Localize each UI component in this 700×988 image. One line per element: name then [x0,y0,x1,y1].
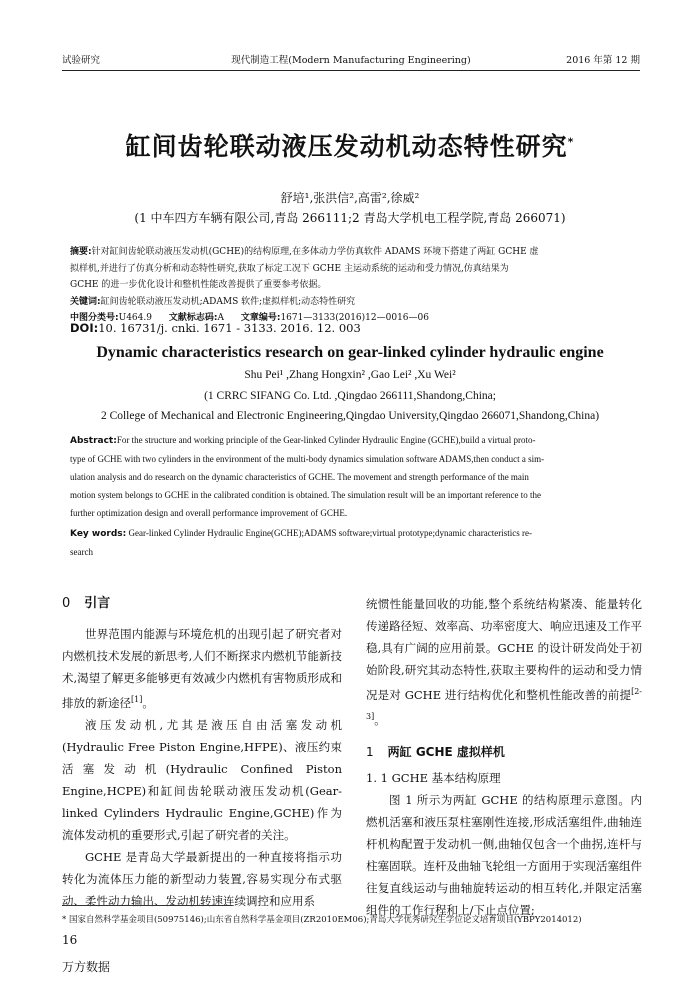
paragraph-end: 。 [142,695,154,710]
abstract-en-line: ulation analysis and do research on the dynamic characteristics of GCHE. The movement and strength performance of the main [70,472,529,482]
abstract-cn-label: 摘要: [70,247,92,257]
abstract-en [70,431,636,561]
article-id-value: 1671—3133(2016)12—0016—06 [280,313,429,323]
abstract-en-label: Abstract: [70,436,117,446]
abstract-en-line: motion system belongs to GCHE in the calibrated condition is obtained. The simulation result will be an important reference to the [70,490,541,500]
article-id-label: 文章编号: [240,313,281,323]
abstract-cn-line: 拟样机,并进行了仿真分析和动态特性研究,获取了标定工况下 GCHE 主运动系统的运动和受力情况,仿真结果为 [70,263,509,274]
keywords-en-label: Key words: [70,529,127,539]
footnote-rule [62,905,232,906]
section-title: 两缸 GCHE 虚拟样机 [387,744,505,759]
abstract-cn [70,244,636,327]
header-rule [62,70,640,71]
paragraph [62,623,342,714]
paragraph: GCHE 是青岛大学最新提出的一种直接将指示功转化为流体压力能的新型动力装置,容易实现分布式驱动、柔性动力输出、发动机转速连续调控和应用系 [62,849,342,908]
wanfang-watermark: 万方数据 [62,960,111,974]
subsection-heading: 1. 1 GCHE 基本结构原理 [366,770,501,785]
paper-title-cn [0,127,700,163]
section-title: 引言 [84,596,111,611]
paragraph-text: 统惯性能量回收的功能,整个系统结构紧凑、能量转化传递路径短、效率高、功率密度大、响应迅速及工作平稳,具有广阔的应用前景。GCHE 的设计研发尚处于初始阶段,研究其动态特性,获取主要构件的运动和受力情况是对 GCHE 进行结构优化和整机性能改善的前提 [366,597,642,702]
affiliation-en-2: 2 College of Mechanical and Electronic Engineering,Qingdao University,Qingdao 266071,Shandong,China) [100,410,600,422]
paragraph [366,593,642,731]
clc-label: 中图分类号: [70,313,119,323]
body-right-column [366,593,642,921]
section-number: 0 [62,596,71,611]
paragraph-end: 。 [374,712,386,727]
abstract-en-line: type of GCHE with two cylinders in the environment of the multi-body dynamics simulation software ADAMS,then conduct a sim- [70,454,545,464]
doc-code-value: A [217,313,224,323]
paragraph: 图 1 所示为两缸 GCHE 的结构原理示意图。内燃机活塞和液压泵柱塞刚性连接,形成活塞组件,曲轴连杆机构配置于发动机一侧,曲轴仅包含一个曲拐,连杆与柱塞固联。连杆及曲轴飞轮组一方面用于实现活塞组件往复直线运动与曲轴旋转运动的相互转化,并限定活塞组件的工作行程和上/下止点位置; [366,792,642,917]
authors-en: Shu Pei¹ ,Zhang Hongxin² ,Gao Lei² ,Xu Wei² [244,369,456,381]
doc-code-label: 文献标志码: [168,313,218,323]
authors-cn: 舒培¹,张洪信²,高雷²,徐威² [280,191,420,205]
paper-title-en: Dynamic characteristics research on gear-linked cylinder hydraulic engine [96,344,604,361]
affiliation-en-1: (1 CRRC SIFANG Co. Ltd. ,Qingdao 266111,Shandong,China; [204,390,496,402]
section-number: 1 [366,744,374,759]
paragraph-text: 世界范围内能源与环境危机的出现引起了研究者对内燃机技术发展的新思考,人们不断探求内燃机节能新技术,渴望了解更多能够更有效减少内燃机有害物质形成和排放的新途径 [62,627,342,710]
doi-value: 10. 16731/j. cnki. 1671 - 3133. 2016. 12. 003 [98,321,361,335]
title-cn-text: 缸间齿轮联动液压发动机动态特性研究 [125,132,568,161]
header-section-label: 试验研究 [62,55,101,66]
keywords-en-line: Gear-linked Cylinder Hydraulic Engine(GCHE);ADAMS software;virtual prototype;dynamic characteristics re- [128,528,532,538]
section-0-heading [62,593,342,615]
body-left-column [62,593,342,912]
affiliation-cn: (1 中车四方车辆有限公司,青岛 266111;2 青岛大学机电工程学院,青岛 266071) [134,211,566,225]
abstract-cn-line: GCHE 的进一步优化设计和整机性能改善提供了重要参考依据。 [70,280,327,290]
keywords-en-line: search [70,547,93,557]
doi-label: DOI: [70,321,99,335]
section-1-heading [366,741,642,763]
keywords-cn-label: 关键词: [70,296,101,307]
page-number: 16 [62,933,78,947]
header-issue: 2016 年第 12 期 [566,55,640,66]
clc-value: U464.9 [118,313,152,323]
title-footnote-mark: * [567,135,575,149]
citation: [1] [131,695,143,704]
header-journal-name: 现代制造工程(Modern Manufacturing Engineering) [231,55,471,66]
abstract-en-line: For the structure and working principle of the Gear-linked Cylinder Hydraulic Engine (GCHE),build a virtual proto- [116,435,536,445]
abstract-en-line: further optimization design and overall performance improvement of GCHE. [70,508,348,518]
doi [70,321,361,335]
funding-footnote: * 国家自然科学基金项目(50975146);山东省自然科学基金项目(ZR2010EM06);青岛大学优秀研究生学位论文培育项目(YBPY2014012) [62,915,582,925]
paragraph: 液压发动机,尤其是液压自由活塞发动机(Hydraulic Free Piston Engine,HFPE)、液压约束活塞发动机(Hydraulic Confined Piston Engine,HCPE)和缸间齿轮联动液压发动机(Gear-linked Cylinders Hydraulic Engine,GCHE)作为流体发动机的重要形式,引起了研究者的关注。 [62,717,342,842]
citation: [2-3] [366,687,642,721]
abstract-cn-line: 针对缸间齿轮联动液压发动机(GCHE)的结构原理,在多体动力学仿真软件 ADAMS 环境下搭建了两缸 GCHE 虚 [91,247,539,257]
running-header [62,50,640,68]
keywords-cn-text: 缸间齿轮联动液压发动机;ADAMS 软件;虚拟样机;动态特性研究 [100,296,356,307]
